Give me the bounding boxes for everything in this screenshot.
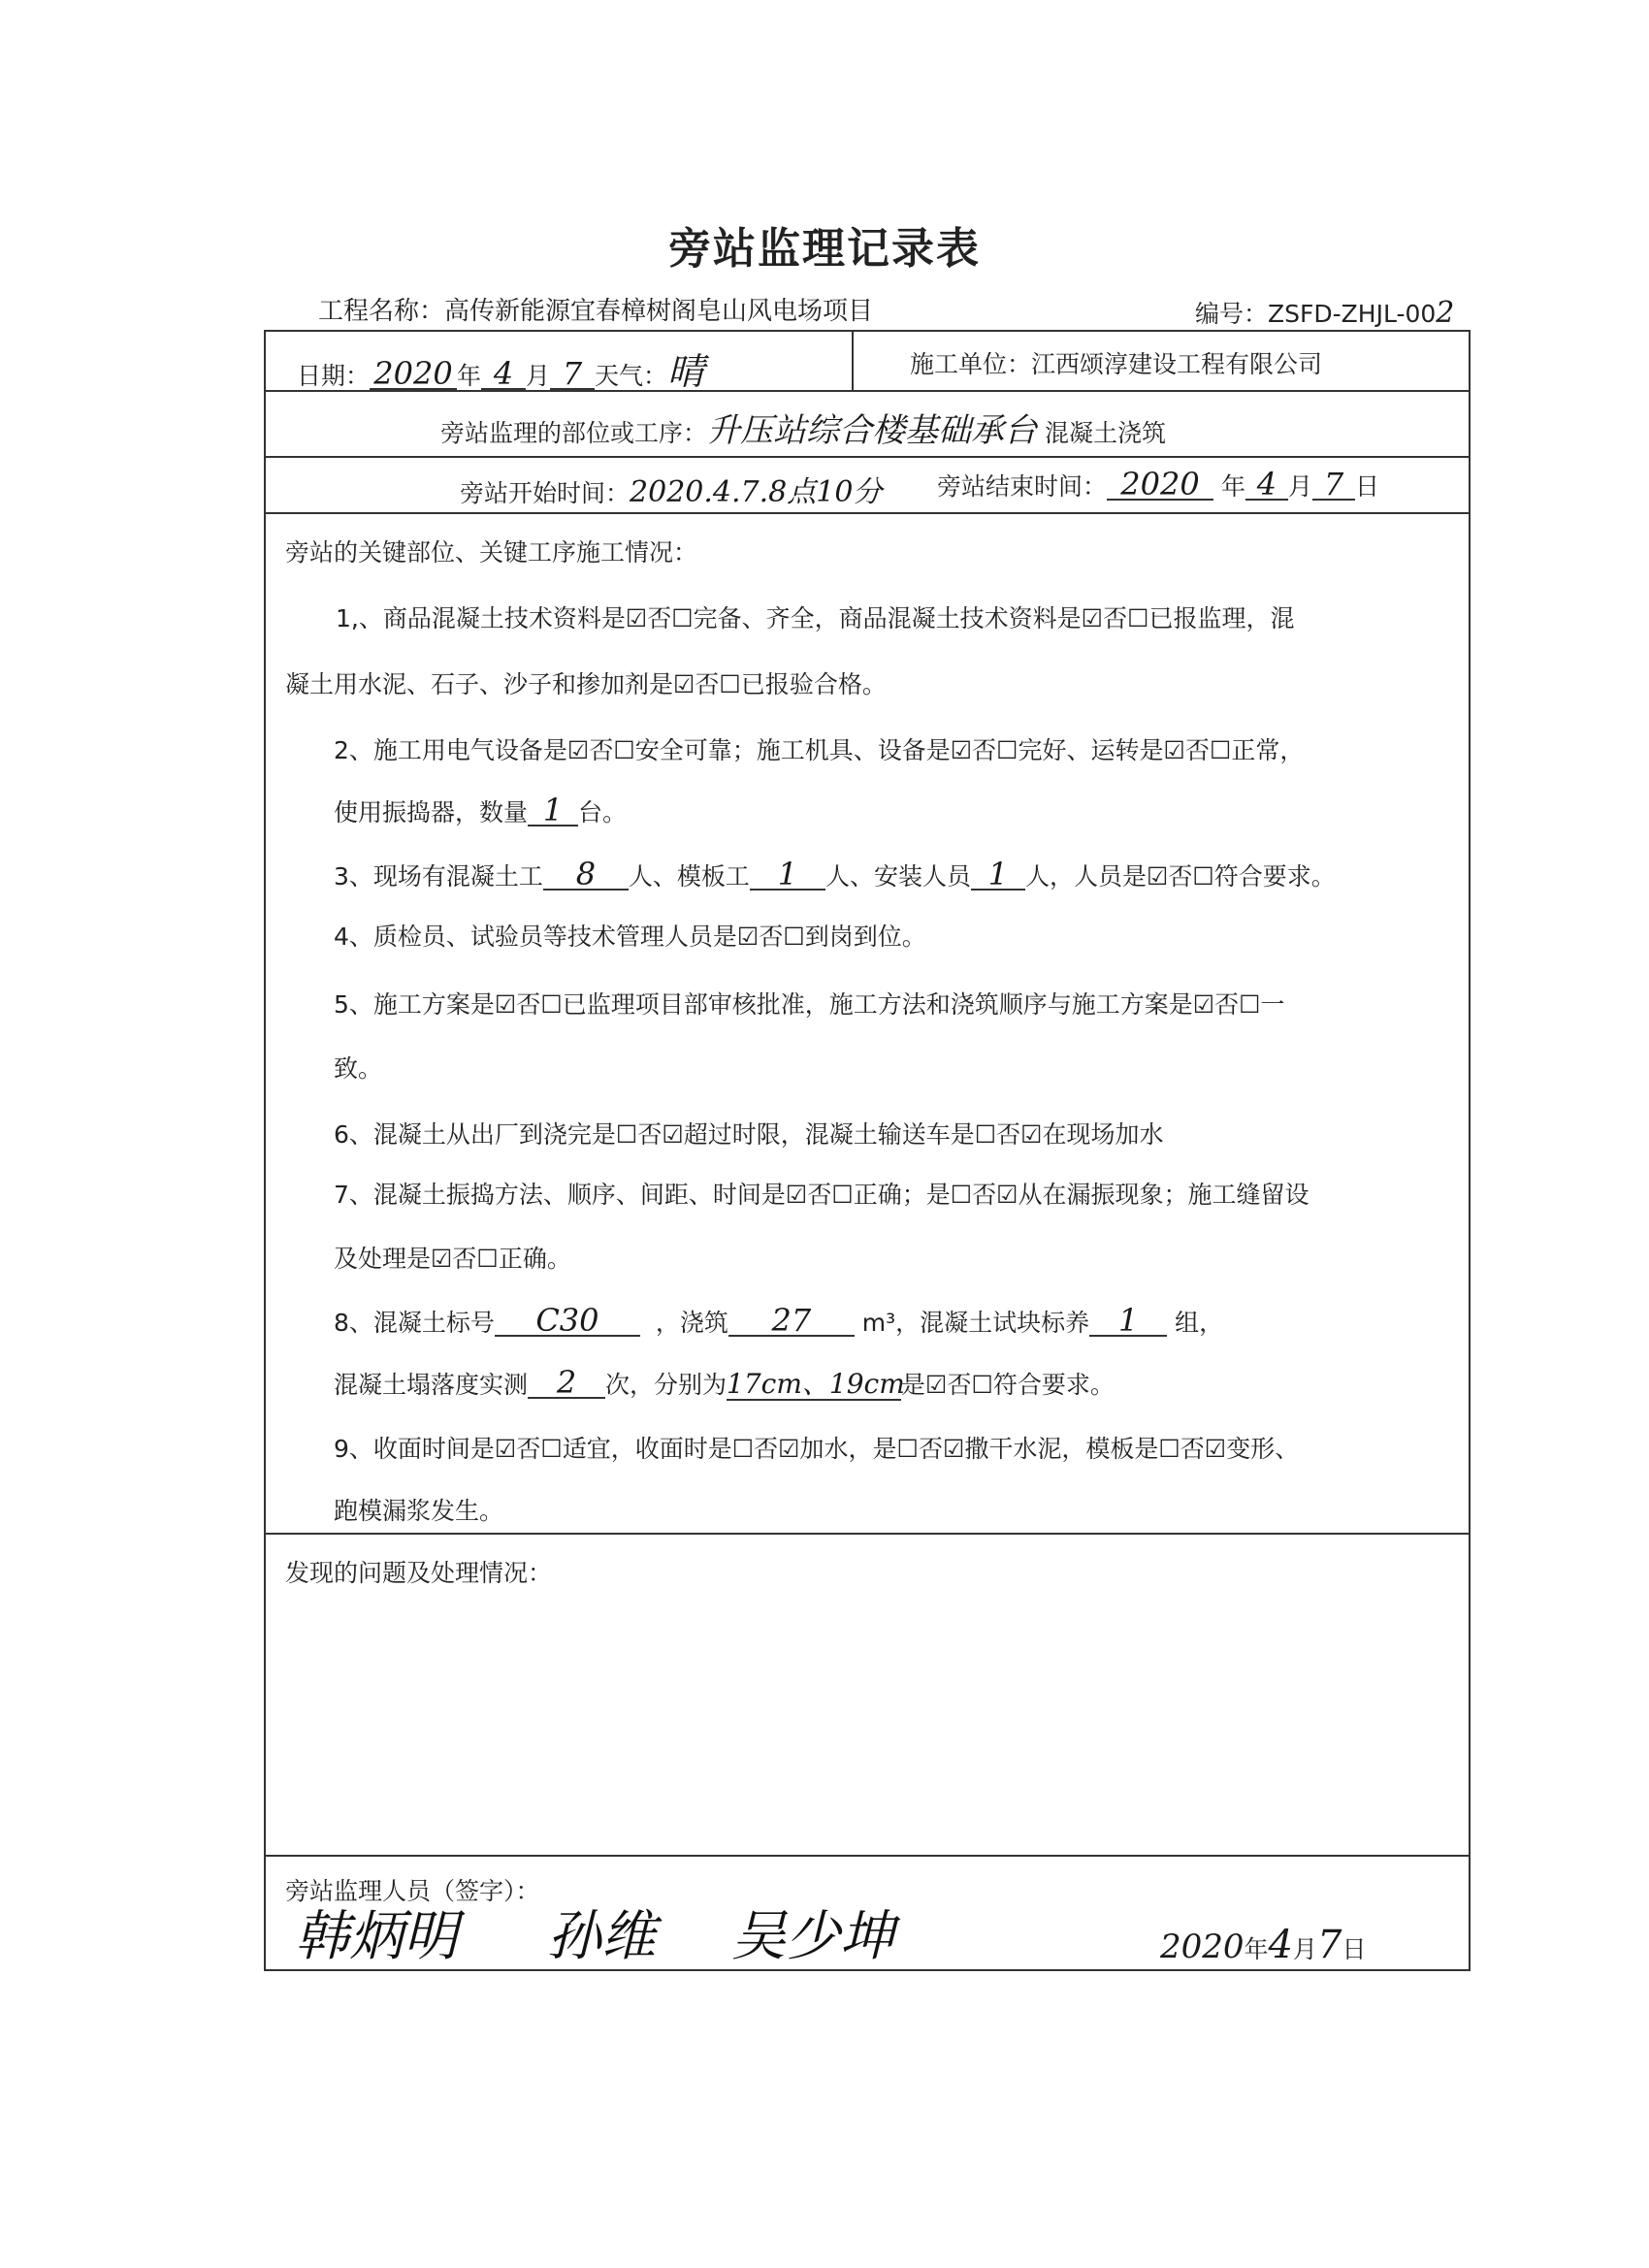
section-key-parts-title: 旁站的关键部位、关键工序施工情况： — [285, 538, 698, 567]
end-month: 4 — [1245, 470, 1288, 501]
item-9-line-2: 跑模漏浆发生。 — [334, 1497, 504, 1525]
item-6: 6、混凝土从出厂到浇完是☐否☑超过时限，混凝土输送车是☐否☑在现场加水 — [334, 1120, 1164, 1149]
slump-mid: 次，分别为 — [605, 1371, 728, 1399]
row-divider — [266, 1533, 1469, 1535]
weather-label: 天气： — [595, 362, 668, 390]
date-month: 4 — [481, 359, 526, 390]
row-divider — [266, 512, 1469, 514]
start-value: 2020.4.7.8点10分 — [630, 475, 883, 509]
item-5-line-2: 致。 — [334, 1054, 383, 1083]
row-divider — [266, 1855, 1469, 1857]
concrete-grade: C30 — [495, 1306, 640, 1337]
pour-volume: 27 — [728, 1306, 855, 1337]
sign-year-unit: 年 — [1244, 1935, 1269, 1963]
install-workers: 1 — [971, 859, 1025, 891]
item-7-line-2: 及处理是☑否☐正确。 — [334, 1245, 571, 1273]
item-3 — [334, 858, 1336, 892]
project-name — [318, 291, 873, 327]
code-label: 编号： — [1195, 300, 1269, 328]
date-month-unit: 月 — [526, 362, 551, 390]
col-divider — [852, 332, 854, 390]
project-value: 高传新能源宜春樟树阁皂山风电场项目 — [444, 297, 874, 326]
item-8-post: 组， — [1175, 1309, 1224, 1337]
item-4: 4、质检员、试验员等技术管理人员是☑否☐到岗到位。 — [334, 923, 926, 951]
item-8-line-1 — [334, 1304, 1223, 1339]
signature-2: 孙维 — [547, 1905, 656, 1968]
construction-unit — [910, 345, 1322, 380]
date-day: 7 — [550, 359, 595, 390]
part-label: 旁站监理的部位或工序： — [440, 419, 708, 447]
item-2-text: 使用振捣器，数量 — [334, 798, 529, 826]
start-label: 旁站开始时间： — [460, 479, 630, 507]
date-label: 日期： — [297, 362, 371, 390]
end-label: 旁站结束时间： — [937, 472, 1108, 501]
item-8-text: 8、混凝土标号 — [334, 1309, 495, 1337]
sign-day-unit: 日 — [1342, 1935, 1367, 1963]
sign-year: 2020 — [1160, 1928, 1245, 1966]
item-1-line-2: 凝土用水泥、石子、沙子和掺加剂是☑否☐已报验合格。 — [285, 670, 887, 698]
unit-label: 施工单位： — [910, 350, 1032, 378]
end-time — [937, 468, 1379, 502]
item-8-mid1: ，浇筑 — [655, 1309, 728, 1337]
item-3-mid1: 人、模板工 — [628, 862, 750, 891]
row-divider — [266, 456, 1469, 458]
concrete-workers: 8 — [543, 859, 629, 891]
item-1-line-1: 1,、商品混凝土技术资料是☑否☐完备、齐全，商品混凝土技术资料是☑否☐已报监理，混 — [336, 604, 1295, 632]
item-5-line-1: 5、施工方案是☑否☐已监理项目部审核批准，施工方法和浇筑顺序与施工方案是☑否☐一 — [334, 990, 1285, 1019]
part-row — [440, 404, 1166, 451]
end-year-unit: 年 — [1220, 472, 1245, 501]
sign-month: 4 — [1268, 1923, 1293, 1967]
item-3-post: 人，人员是☑否☐符合要求。 — [1024, 862, 1336, 891]
test-groups: 1 — [1089, 1306, 1167, 1337]
item-2-line-1: 2、施工用电气设备是☑否☐安全可靠；施工机具、设备是☑否☐完好、运转是☑否☐正常， — [334, 736, 1305, 764]
unit-value: 江西颂淳建设工程有限公司 — [1031, 350, 1323, 378]
slump-values: 17cm、19cm — [727, 1368, 905, 1400]
time-row — [460, 468, 882, 510]
part-suffix: 混凝土浇筑 — [1044, 419, 1166, 447]
end-day: 7 — [1312, 470, 1355, 501]
weather-value: 晴 — [667, 350, 705, 393]
document-code — [1195, 295, 1454, 330]
section-problems-title: 发现的问题及处理情况： — [285, 1559, 553, 1587]
end-month-unit: 月 — [1287, 472, 1312, 501]
item-7-line-1: 7、混凝土振捣方法、顺序、间距、时间是☑否☐正确；是☐否☑从在漏振现象；施工缝留设 — [334, 1181, 1310, 1209]
item-8-line-2 — [334, 1366, 1115, 1401]
sign-day: 7 — [1317, 1923, 1342, 1967]
slump-post: 是☑否☐符合要求。 — [901, 1371, 1115, 1399]
item-2-line-2 — [334, 794, 627, 828]
sign-date — [1160, 1923, 1366, 1967]
item-8-unit: m³，混凝土试块标养 — [861, 1309, 1090, 1337]
code-hand-digit: 2 — [1436, 296, 1455, 330]
date-year: 2020 — [370, 359, 457, 390]
slump-text: 混凝土塌落度实测 — [334, 1371, 529, 1399]
slump-times: 2 — [528, 1368, 605, 1399]
item-9-line-1: 9、收面时间是☑否☐适宜，收面时是☐否☑加水，是☐否☑撒干水泥，模板是☐否☑变形、 — [334, 1435, 1300, 1463]
project-label: 工程名称： — [318, 297, 445, 326]
signature-1: 韩炳明 — [295, 1905, 458, 1968]
item-3-text: 3、现场有混凝土工 — [334, 862, 543, 891]
section-signature-title: 旁站监理人员（签字）： — [285, 1877, 540, 1905]
end-day-unit: 日 — [1355, 472, 1380, 501]
date-year-unit: 年 — [457, 362, 482, 390]
part-hand: 升压站综合楼基础承台 — [707, 411, 1038, 450]
record-form — [264, 330, 1471, 1971]
code-value: ZSFD-ZHJL-00 — [1268, 300, 1437, 328]
sign-month-unit: 月 — [1293, 1935, 1318, 1963]
vibrator-count: 1 — [528, 795, 578, 826]
date-row — [297, 341, 704, 395]
formwork-workers: 1 — [750, 859, 825, 891]
item-2-unit: 台。 — [578, 798, 628, 826]
document-title: 旁站监理记录表 — [668, 224, 981, 274]
end-year: 2020 — [1107, 470, 1213, 501]
signature-3: 吴少坤 — [731, 1905, 894, 1968]
item-3-mid2: 人、安装人员 — [824, 862, 971, 891]
